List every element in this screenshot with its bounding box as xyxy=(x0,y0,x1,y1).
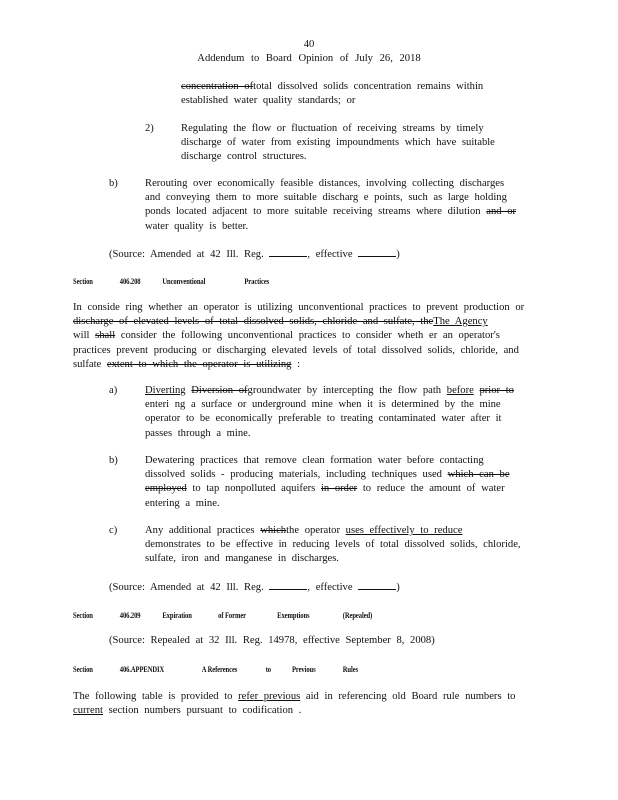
inserted-text: The Agency xyxy=(433,316,488,328)
item-marker: c) xyxy=(109,525,118,536)
list-item-regulating: Regulating the flow or fluctuation of receiving streams by timely discharge of water from existing impoundments which have suitable discharge control structures. xyxy=(181,123,495,163)
inserted-text: current xyxy=(73,705,103,717)
struck-text: concentration of xyxy=(181,81,254,92)
blank-line xyxy=(358,247,396,257)
struck-text: which can be xyxy=(447,469,510,481)
list-item-dewatering: Dewatering practices that remove clean formation water before contacting dissolved solids - producing materials, including techniques used which can be employed to tap nonpolluted aquifers in order to reduce the amount of water entering a mine. xyxy=(145,455,510,509)
blank-line xyxy=(269,247,307,257)
page-title: Addendum to Board Opinion of July 26, 2018 xyxy=(197,53,421,64)
inserted-text: Diverting xyxy=(145,385,186,396)
inserted-text: uses effectively to reduce xyxy=(345,525,463,536)
list-item-rerouting: Rerouting over economically feasible distances, involving collecting discharges and conveying them to more suitable discharg e points, such as large holding ponds located adjacent to more suitable receiving streams where dilution and or water quality is better. xyxy=(145,178,517,232)
struck-text: prior to xyxy=(479,385,514,396)
struck-text: shall xyxy=(95,330,116,342)
blank-line xyxy=(269,580,307,590)
continuation-text: concentration oftotal dissolved solids concentration remains within established water quality standards; or xyxy=(181,81,484,107)
source-note: (Source: Repealed at 32 Ill. Reg. 14978, effective September 8, 2008) xyxy=(109,635,435,646)
section-paragraph: In conside ring whether an operator is utilizing unconventional practices to prevent production or discharge of elevated levels of total dissolved solids, chloride and sulfate, theThe Agency will shall consider the following unconventional practices to consider wheth er an operator's practices prevent producing or discharging elevated levels of total dissolved solids, chloride, and sulfate extent to which the operator is utilizing : xyxy=(73,302,525,370)
section-heading: Section 406.208 Unconventional Practices xyxy=(73,277,270,286)
inserted-text: before xyxy=(446,385,474,396)
item-marker: b) xyxy=(109,178,118,189)
blank-line xyxy=(358,580,396,590)
section-heading: Section 406.APPENDIX A References to Previous Rules xyxy=(73,665,359,674)
list-item-diverting: Diverting Diversion ofgroundwater by intercepting the flow path before prior to enteri ng a surface or underground mine when it is determined by the mine operator to be economically preferable to treating contaminated water after it passes through a mine. xyxy=(145,385,514,439)
source-note: (Source: Amended at 42 Ill. Reg. , effective ) xyxy=(109,249,400,260)
struck-text: which xyxy=(260,525,287,536)
section-heading: Section 406.209 Expiration of Former Exemptions (Repealed) xyxy=(73,611,373,620)
page-number: 40 xyxy=(303,39,315,50)
source-note: (Source: Amended at 42 Ill. Reg. , effective ) xyxy=(109,582,400,593)
struck-text: extent to which the operator is utilizing xyxy=(106,358,292,370)
struck-text: employed xyxy=(145,483,187,495)
item-marker: b) xyxy=(109,455,118,466)
struck-text: discharge of elevated levels of total dissolved solids, chloride and sulfate, the xyxy=(73,316,434,328)
item-marker: 2) xyxy=(145,123,154,134)
item-marker: a) xyxy=(109,385,118,396)
appendix-paragraph: The following table is provided to refer previous aid in referencing old Board rule numbers to current section numbers pursuant to codification . xyxy=(73,691,516,717)
struck-text: Diversion of xyxy=(191,385,248,396)
inserted-text: refer previous xyxy=(238,691,301,702)
struck-text: and or xyxy=(486,206,517,218)
struck-text: in order xyxy=(320,483,358,495)
list-item-additional: Any additional practices whichthe operator uses effectively to reduce demonstrates to be effective in reducing levels of total dissolved solids, chloride, sulfate, iron and manganese in discharges. xyxy=(145,525,521,565)
